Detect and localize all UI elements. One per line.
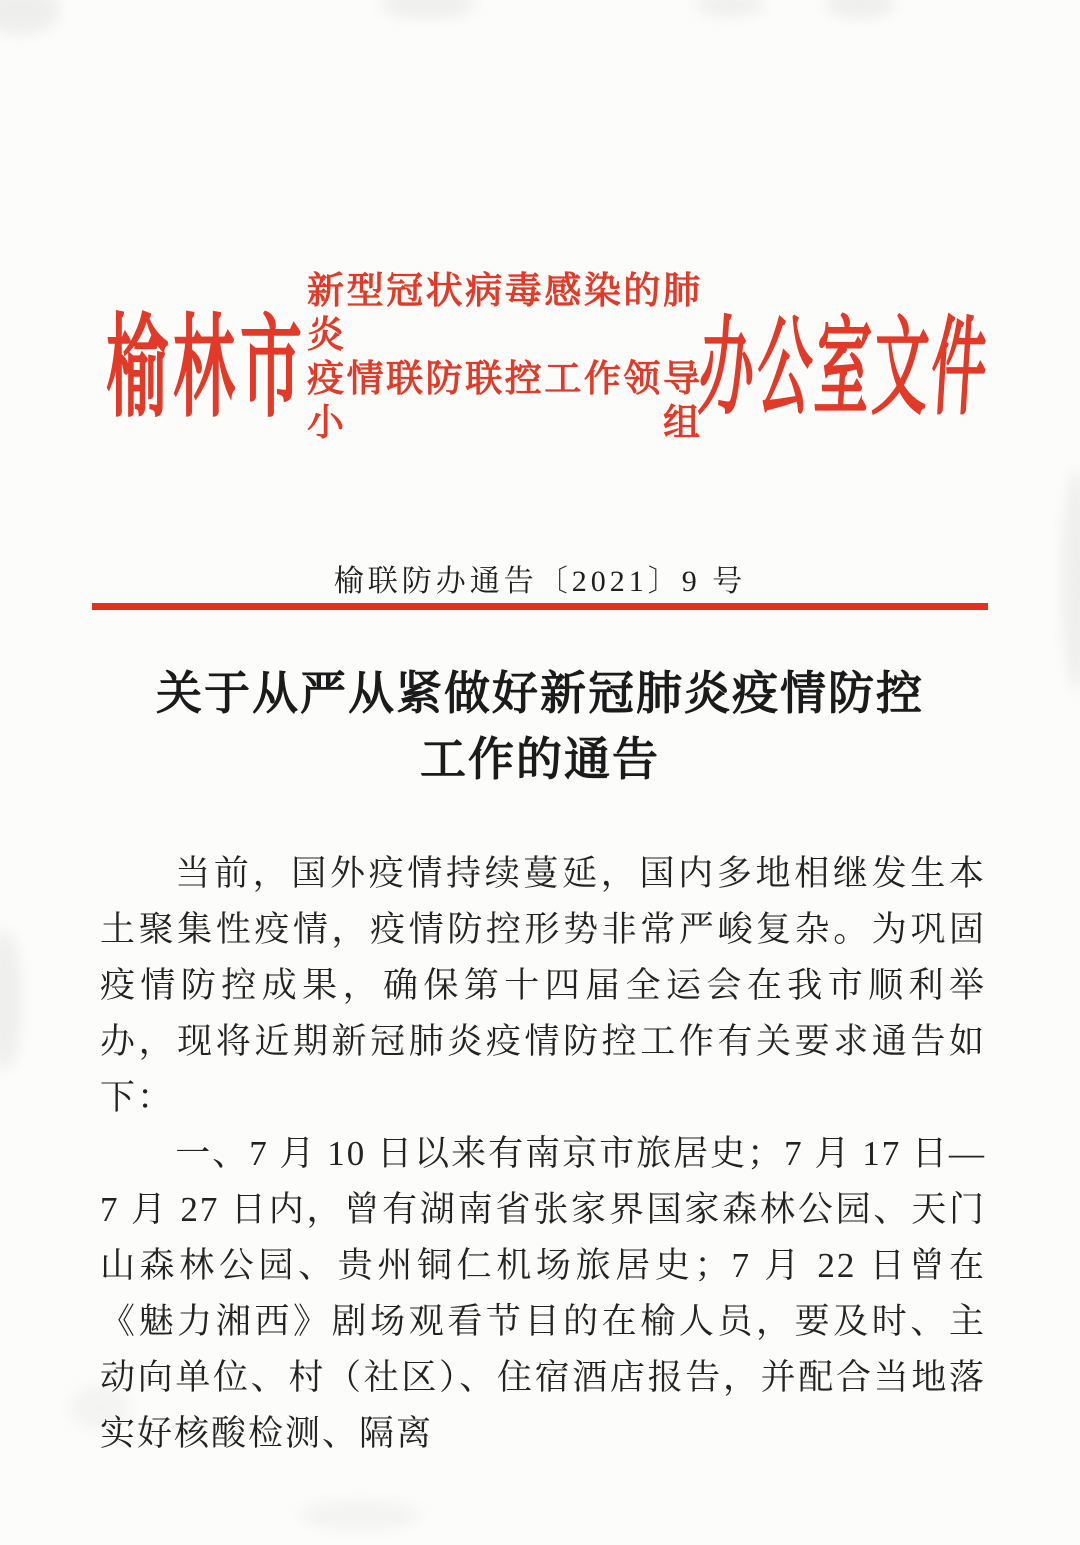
document-body — [100, 846, 986, 1462]
scan-artifact — [380, 0, 475, 18]
scan-artifact — [695, 0, 765, 16]
issuer-office: 办公室文件 — [695, 308, 994, 428]
red-divider-line — [92, 603, 988, 610]
scan-artifact — [0, 0, 60, 35]
document-title-line1: 关于从严从紧做好新冠肺炎疫情防控 — [156, 668, 924, 719]
issuer-organization — [307, 270, 700, 446]
issuer-org-line1: 新型冠状病毒感染的肺炎 — [307, 271, 700, 356]
document-title — [0, 661, 1080, 793]
paragraph-item-1: 一、7 月 10 日以来有南京市旅居史；7 月 17 日—7 月 27 日内，曾有湖南省张家界国家森林公园、天门山森林公园、贵州铜仁机场旅居史；7 月 22 日曾在《魅力湘西》剧场观看节目的在榆人员，要及时、主动向单位、村（社区）、住宿酒店报告，并配合当地落实好核酸检测、隔离 — [100, 1134, 986, 1453]
scan-artifact — [300, 1500, 420, 1530]
issuer-org-line2: 疫情联防联控工作领导小组 — [307, 359, 700, 444]
paragraph-intro: 当前，国外疫情持续蔓延，国内多地相继发生本土聚集性疫情，疫情防控形势非常严峻复杂。为巩固疫情防控成果，确保第十四届全运会在我市顺利举办，现将近期新冠肺炎疫情防控工作有关要求通告如下： — [100, 854, 986, 1117]
letterhead — [106, 271, 994, 444]
document-number: 榆联防办通告〔2021〕9 号 — [333, 565, 747, 598]
issuer-city: 榆林市 — [106, 308, 308, 431]
scan-artifact — [0, 930, 22, 1070]
document-title-line2: 工作的通告 — [420, 734, 660, 785]
scan-artifact — [825, 0, 895, 18]
